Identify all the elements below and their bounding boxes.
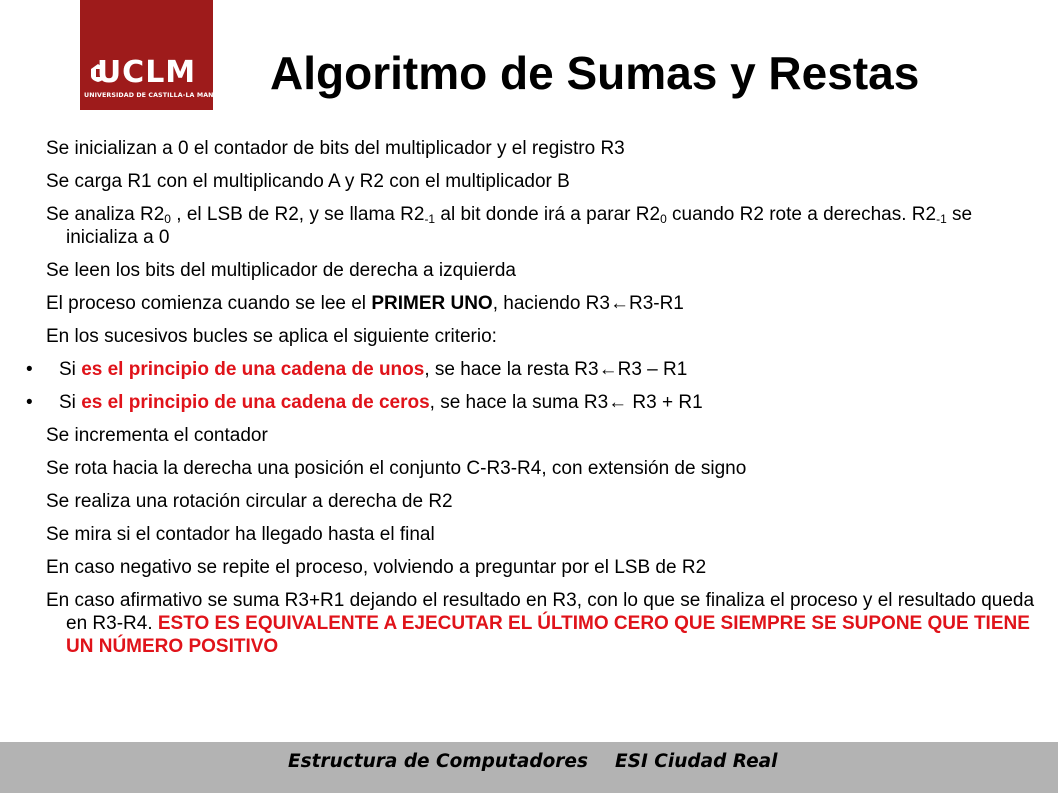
text: Si (59, 359, 82, 380)
text: R3-R1 (628, 293, 684, 314)
text: Se leen los bits del multiplicador de derecha a izquierda (46, 260, 516, 281)
text: , se hace la resta R3 (424, 359, 599, 380)
step-load-registers (46, 170, 1036, 193)
text: se inicializa a 0 (66, 204, 973, 248)
step-rotate (46, 490, 1036, 513)
step-shift (46, 457, 1036, 480)
text: , haciendo R3 (492, 293, 610, 314)
text: Si (59, 392, 82, 413)
text: En caso negativo se repite el proceso, volviendo a preguntar por el LSB de R2 (46, 557, 707, 578)
bold-text: PRIMER UNO (371, 293, 493, 314)
text: Se rota hacia la derecha una posición el conjunto C-R3-R4, con extensión de signo (46, 458, 747, 479)
subscript: 0 (660, 212, 667, 226)
step-affirmative-case (46, 589, 1036, 658)
text: Se incrementa el contador (46, 425, 268, 446)
text: Se mira si el contador ha llegado hasta el final (46, 524, 435, 545)
step-analyze-lsb (46, 203, 1036, 249)
logo-wordmark: UCLM (96, 55, 197, 90)
footer-bar (0, 742, 1058, 793)
text: R3 + R1 (627, 392, 703, 413)
step-loop-criteria (46, 325, 1036, 348)
highlight-text: es el principio de una cadena de ceros (81, 392, 430, 413)
bullet-add: • Si es el principio de una cadena de ceros, se hace la suma R3← R3 + R1 (26, 392, 703, 413)
step-read-bits (46, 259, 1036, 282)
text: En los sucesivos bucles se aplica el siguiente criterio: (46, 326, 497, 347)
footer-school: ESI Ciudad Real (615, 751, 778, 772)
uclm-logo (80, 0, 229, 110)
left-arrow-icon: ← (598, 359, 618, 380)
logo-subtext: UNIVERSIDAD DE CASTILLA-LA MANCHA (84, 92, 229, 99)
subscript: 0 (164, 212, 171, 226)
text: , se hace la suma R3 (429, 392, 609, 413)
subscript: -1 (424, 212, 436, 226)
step-check-counter (46, 523, 1036, 546)
text: , el LSB de R2, y se llama R2 (170, 204, 425, 225)
text: R3 – R1 (617, 359, 688, 380)
step-process-start (46, 292, 1036, 315)
text: Se inicializan a 0 el contador de bits del multiplicador y el registro R3 (46, 138, 625, 159)
text: En caso afirmativo se suma R3+R1 dejando el resultado en R3, con lo que se finaliza el proceso y el resultado queda en R3-R4. (46, 590, 1035, 634)
footer-course: Estructura de Computadores (288, 751, 588, 772)
bullet-subtract: • Si es el principio de una cadena de unos, se hace la resta R3←R3 – R1 (26, 359, 688, 380)
highlight-text: ESTO ES EQUIVALENTE A EJECUTAR EL ÚLTIMO CERO QUE SIEMPRE SE SUPONE QUE TIENE UN NÚMERO POSITIVO (66, 613, 1030, 657)
text: Se analiza R2 (46, 204, 165, 225)
text: cuando R2 rote a derechas. R2 (666, 204, 937, 225)
text: Se carga R1 con el multiplicando A y R2 con el multiplicador B (46, 171, 570, 192)
left-arrow-icon: ← (608, 392, 628, 413)
slide-title: Algoritmo de Sumas y Restas (270, 47, 920, 99)
highlight-text: es el principio de una cadena de unos (81, 359, 425, 380)
left-arrow-icon: ← (609, 293, 629, 314)
text: al bit donde irá a parar R2 (435, 204, 661, 225)
text: El proceso comienza cuando se lee el (46, 293, 372, 314)
text: Se realiza una rotación circular a derecha de R2 (46, 491, 453, 512)
step-init-counter (46, 137, 1036, 160)
step-increment (46, 424, 1036, 447)
step-negative-case (46, 556, 1036, 579)
subscript: -1 (936, 212, 947, 226)
slide-body (26, 137, 1036, 658)
